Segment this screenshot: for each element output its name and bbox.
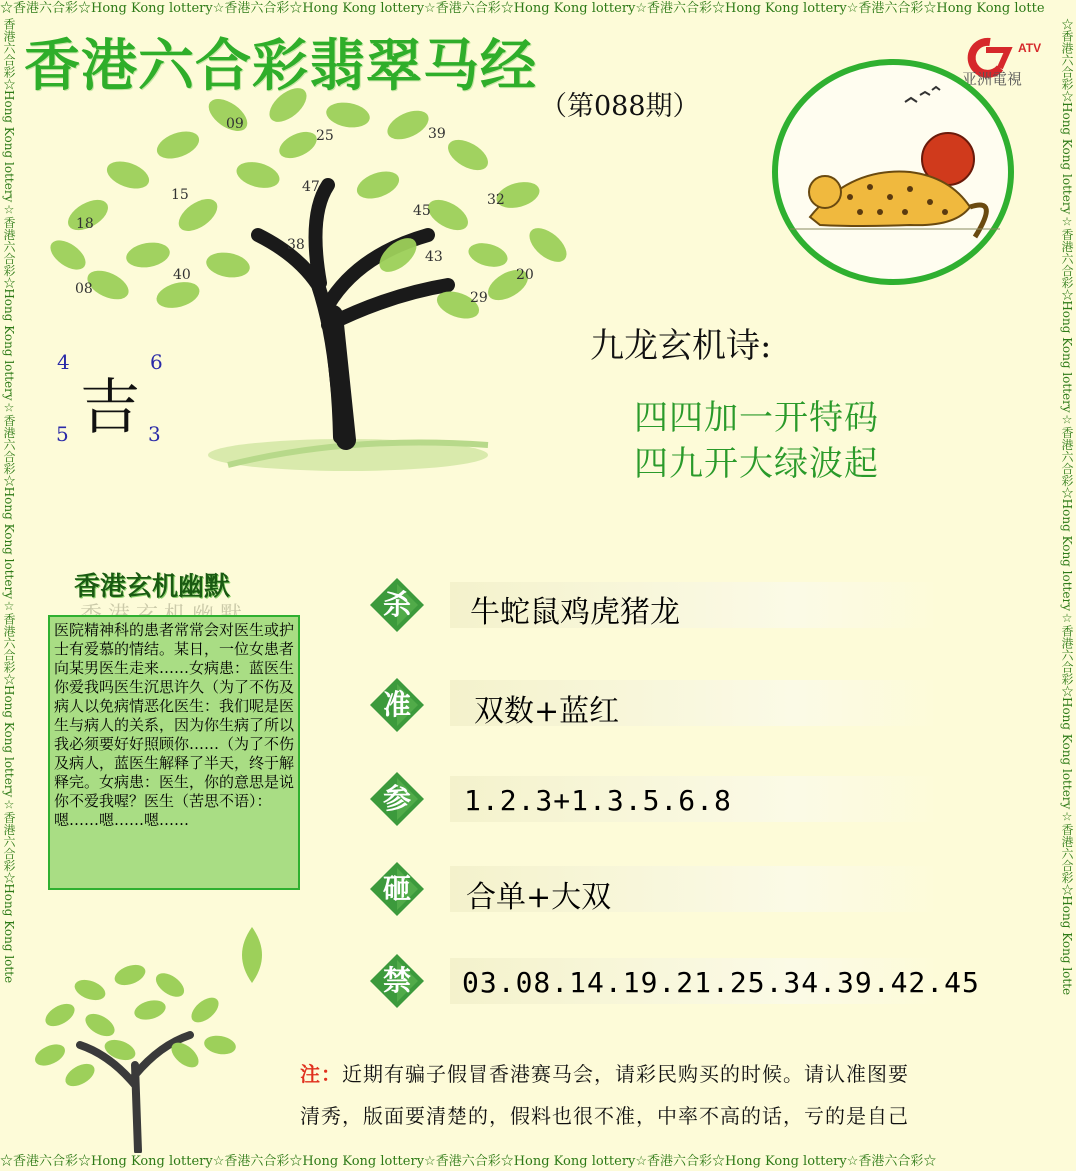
row-value-sha: 牛蛇鼠鸡虎猪龙 (470, 595, 680, 630)
row-value-jin: 03.08.14.19.21.25.34.39.42.45 (462, 966, 980, 999)
fortune-number-bottom-left: 5 (56, 422, 69, 446)
note-line-1 (300, 1058, 909, 1087)
page-title: 香港六合彩翡翠马经 (24, 34, 537, 99)
humor-title: 香港玄机幽默 (74, 572, 231, 602)
tree-number: 09 (226, 116, 244, 132)
note-line-2: 清秀，版面要清楚的，假料也很不准，中率不高的话，亏的是自己 (300, 1104, 909, 1128)
small-tree-illustration (20, 955, 250, 1153)
badge-label: 砸 (382, 872, 411, 905)
tree-number: 08 (75, 281, 93, 297)
poem-line-1: 四四加一开特码 (634, 398, 879, 438)
note-text-1: 近期有骗子假冒香港赛马会，请彩民购买的时候。请认准图要 (342, 1062, 909, 1086)
tree-number: 32 (487, 192, 505, 208)
tree-number: 15 (171, 187, 189, 203)
badge-label: 禁 (382, 964, 411, 997)
poem-line-2: 四九开大绿波起 (634, 444, 879, 484)
logo-mark: ATV (1018, 41, 1042, 55)
row-value-za: 合单+大双 (466, 880, 612, 915)
badge-zhun (368, 676, 426, 734)
tree-number: 18 (76, 216, 94, 232)
tree-number: 39 (428, 126, 446, 142)
fortune-number-bottom-right: 3 (148, 422, 161, 446)
top-border-banner: ☆香港六合彩☆Hong Kong lottery☆香港六合彩☆Hong Kong lottery☆香港六合彩☆Hong Kong lottery☆香港六合彩☆Hong Kong lottery☆香港六合彩☆Hong Kong lotte (0, 0, 1076, 18)
tree-number: 45 (413, 203, 431, 219)
tree-number: 38 (287, 237, 305, 253)
badge-label: 准 (382, 688, 411, 721)
badge-can (368, 770, 426, 828)
tree-number: 43 (425, 249, 443, 265)
row-value-zhun: 双数+蓝红 (474, 694, 620, 729)
tree-number: 47 (302, 179, 320, 195)
fortune-number-top-left: 4 (57, 350, 70, 374)
badge-jin (368, 952, 426, 1010)
humor-text: 医院精神科的患者常常会对医生或护士有爱慕的情结。某日，一位女患者向某男医生走来……女病患：蓝医生你爱我吗医生沉思许久（为了不伤及病人以免病情恶化医生：我们呢是医生与病人的关系，因为你生病了所以我必须要好好照顾你……（为了不伤及病人，蓝医生解释了半天，终于解释完。女病患：医生，你的意思是说你不爱我喔？医生（苦思不语）：嗯……嗯……嗯…… (54, 621, 295, 829)
fortune-number-top-right: 6 (150, 350, 163, 374)
leopard-circle-illustration (770, 57, 1022, 289)
issue-number: （第088期） (540, 91, 700, 122)
note-label: 注： (300, 1062, 342, 1086)
left-border-banner: 香港六合彩☆Hong Kong lottery☆香港六合彩☆Hong Kong lottery☆香港六合彩☆Hong Kong lottery☆香港六合彩☆Hong Kong lottery☆香港六合彩☆Hong Kong lotte (2, 18, 16, 984)
tree-number: 25 (316, 128, 334, 144)
bottom-border-banner: ☆香港六合彩☆Hong Kong lottery☆香港六合彩☆Hong Kong lottery☆香港六合彩☆Hong Kong lottery☆香港六合彩☆Hong Kong lottery☆香港六合彩☆ (0, 1153, 1076, 1171)
badge-za (368, 860, 426, 918)
row-value-can: 1.2.3+1.3.5.6.8 (464, 784, 732, 817)
badge-label: 杀 (382, 588, 411, 621)
poem-title: 九龙玄机诗: (590, 326, 772, 366)
logo-text: 亚洲電視 (962, 70, 1023, 88)
humor-text-box (48, 615, 300, 890)
badge-sha (368, 576, 426, 634)
right-border-banner: ☆香港六合彩☆Hong Kong lottery☆香港六合彩☆Hong Kong lottery☆香港六合彩☆Hong Kong lottery☆香港六合彩☆Hong Kong lottery☆香港六合彩☆Hong Kong lotte (1060, 18, 1074, 996)
tree-number: 40 (173, 267, 191, 283)
fortune-character: 吉 (80, 373, 140, 443)
tree-number: 20 (516, 267, 534, 283)
tree-number: 29 (470, 290, 488, 306)
badge-label: 参 (382, 782, 411, 815)
